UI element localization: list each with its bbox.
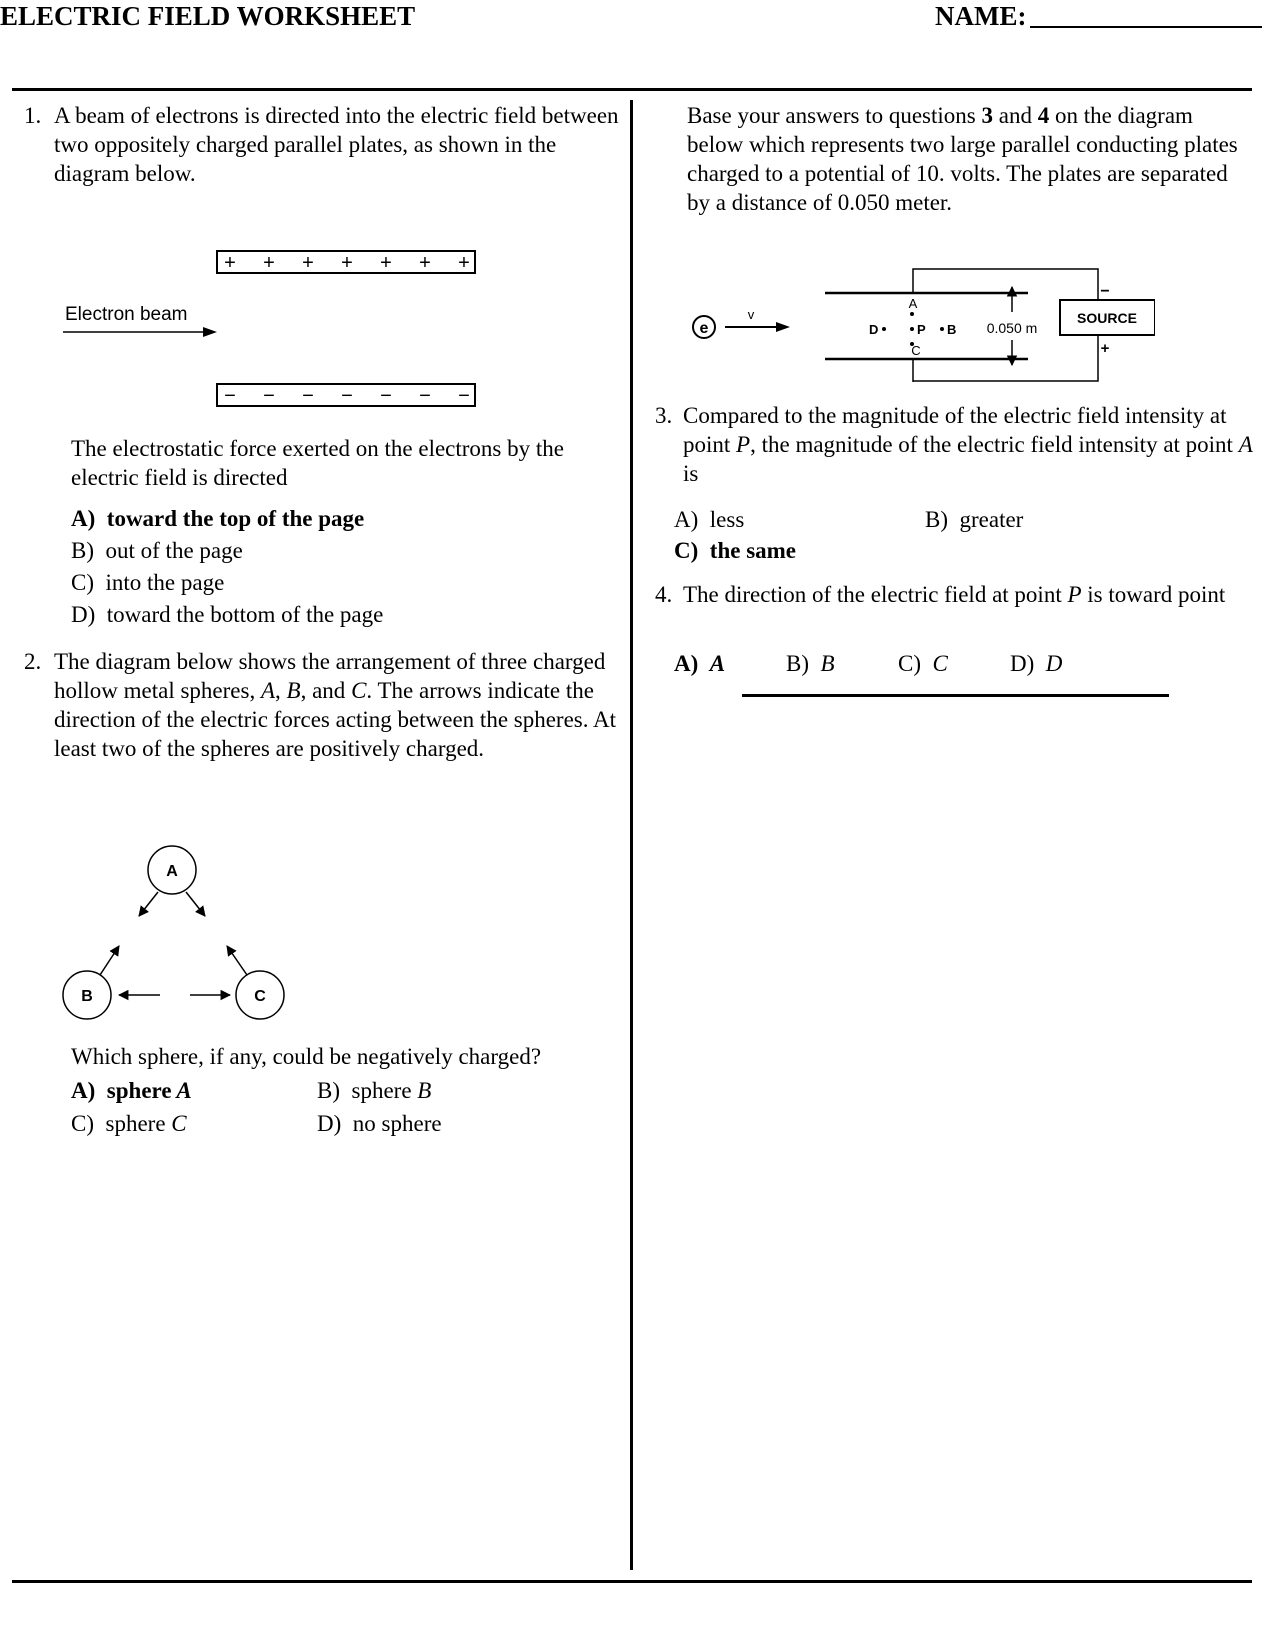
q3-option-b[interactable] [925,505,1023,534]
option-text: sphere [106,1078,172,1103]
plate-sign: − [302,385,314,407]
option-variable: A [171,1078,192,1103]
option-text: sphere [351,1078,412,1103]
option-variable: C [165,1111,187,1136]
q2-option-c[interactable] [71,1109,187,1138]
point-b-label: B [947,322,957,337]
plate-sign: + [380,252,392,274]
force-arrow-c-up [227,946,247,975]
positive-plate-signs [224,252,470,274]
point-p-dot [910,327,914,331]
point-d-label: D [869,322,879,337]
worksheet-title: ELECTRIC FIELD WORKSHEET [0,1,416,31]
point-b-dot [940,327,944,331]
q4-option-d[interactable] [1010,649,1062,678]
q2-option-d[interactable] [317,1109,442,1138]
plate-sign: − [341,385,353,407]
plates-diagram [685,262,1155,382]
q2-option-a[interactable] [71,1076,192,1105]
option-letter: D) [71,602,107,627]
option-text: out of the page [105,538,243,563]
plate-sign: − [419,385,431,407]
plate-sign: + [458,252,470,274]
negative-plate-signs [224,385,470,407]
option-letter: B) [71,538,106,563]
top-wire [913,269,1098,300]
option-text: toward the top of the page [106,506,365,531]
q1-number: 1. [24,103,42,128]
q3-option-a[interactable] [674,505,744,534]
q2-question: Which sphere, if any, could be negatively charged? [71,1044,542,1069]
q4-stem: The direction of the electric field at point P is toward point [683,582,1226,607]
q1-option-c[interactable] [71,568,224,597]
q4-option-c[interactable] [898,649,948,678]
option-letter: C) [898,651,933,676]
q4-end-rule [742,694,1169,697]
velocity-label: v [747,307,755,322]
name-label: NAME: [935,1,1027,31]
option-variable: B [411,1078,432,1103]
option-letter: B) [925,507,960,532]
option-text: greater [959,507,1024,532]
q3-number: 3. [655,403,673,428]
source-plus: + [1100,340,1110,357]
source-minus: − [1100,283,1110,300]
q1-option-b[interactable] [71,536,243,565]
point-a-dot [910,312,914,316]
plate-sign: − [380,385,392,407]
option-text: D [1045,651,1063,676]
q1-diagram [55,240,505,415]
option-letter: B) [786,651,821,676]
plate-sign: + [419,252,431,274]
option-text: less [709,507,745,532]
q4-option-b[interactable] [786,649,835,678]
option-text: into the page [105,570,225,595]
option-text: no sphere [352,1111,442,1136]
option-letter: C) [71,1111,106,1136]
electron-beam-arrowhead [203,327,217,337]
point-c-label: C [911,343,921,358]
option-letter: A) [674,507,710,532]
plate-sign: + [302,252,314,274]
option-text: sphere [105,1111,166,1136]
point-a-label: A [908,296,918,311]
source-label: SOURCE [1077,310,1137,326]
q2-option-b[interactable] [317,1076,431,1105]
option-text: C [932,651,948,676]
electron-beam-label: Electron beam [65,304,188,325]
q1-option-d[interactable] [71,600,383,629]
force-arrow-a-left [139,892,158,916]
intro-text: Base your answers to questions 3 and 4 on the diagram below which represents two large parallel conducting plates charged to a potential of 10. volts. The plates are separated by a distance of 0.050 meter. [687,103,1238,215]
option-letter: C) [71,570,106,595]
option-text: the same [709,538,797,563]
option-letter: D) [317,1111,353,1136]
point-d-dot [882,327,886,331]
option-letter: A) [71,1078,107,1103]
option-letter: C) [674,538,710,563]
plate-sign: − [458,385,470,407]
sphere-c-label: C [254,988,266,1005]
q2-diagram [55,840,305,1020]
q2-number: 2. [24,649,42,674]
q1-stem: A beam of electrons is directed into the electric field between two oppositely charged parallel plates, as shown in the diagram below. [54,103,619,186]
option-text: B [820,651,835,676]
q1-question: The electrostatic force exerted on the electrons by the electric field is directed [71,436,564,490]
sphere-b-label: B [81,988,93,1005]
plate-sign: + [341,252,353,274]
q3-option-c[interactable] [674,536,796,565]
velocity-arrowhead [776,322,790,332]
plate-sign: + [224,252,236,274]
option-text: A [709,651,726,676]
header-rule [12,88,1252,91]
footer-rule [12,1580,1252,1583]
option-letter: A) [71,506,107,531]
q2-stem: The diagram below shows the arrangement of three charged hollow metal spheres, A, B, and C. The arrows indicate the direction of the electric forces acting between the spheres. At least two of the spheres are positively charged. [54,649,616,761]
q4-number: 4. [655,582,673,607]
distance-label: 0.050 m [986,320,1038,336]
q3-stem: Compared to the magnitude of the electric field intensity at point P, the magnitude of the electric field intensity at point A is [683,403,1253,486]
force-arrow-b-up [100,946,119,975]
bottom-wire [913,334,1098,381]
option-text: toward the bottom of the page [106,602,384,627]
plate-sign: + [263,252,275,274]
option-letter: B) [317,1078,352,1103]
sphere-a-label: A [166,863,178,880]
q1-option-a[interactable] [71,504,364,533]
point-p-label: P [917,322,926,337]
plate-sign: − [224,385,236,407]
name-blank-line[interactable] [1030,26,1262,28]
option-letter: D) [1010,651,1046,676]
q4-option-a[interactable] [674,649,725,678]
electron-label: e [699,320,709,337]
option-letter: A) [674,651,710,676]
force-arrow-a-right [186,892,205,916]
column-divider [630,100,633,1570]
plate-sign: − [263,385,275,407]
